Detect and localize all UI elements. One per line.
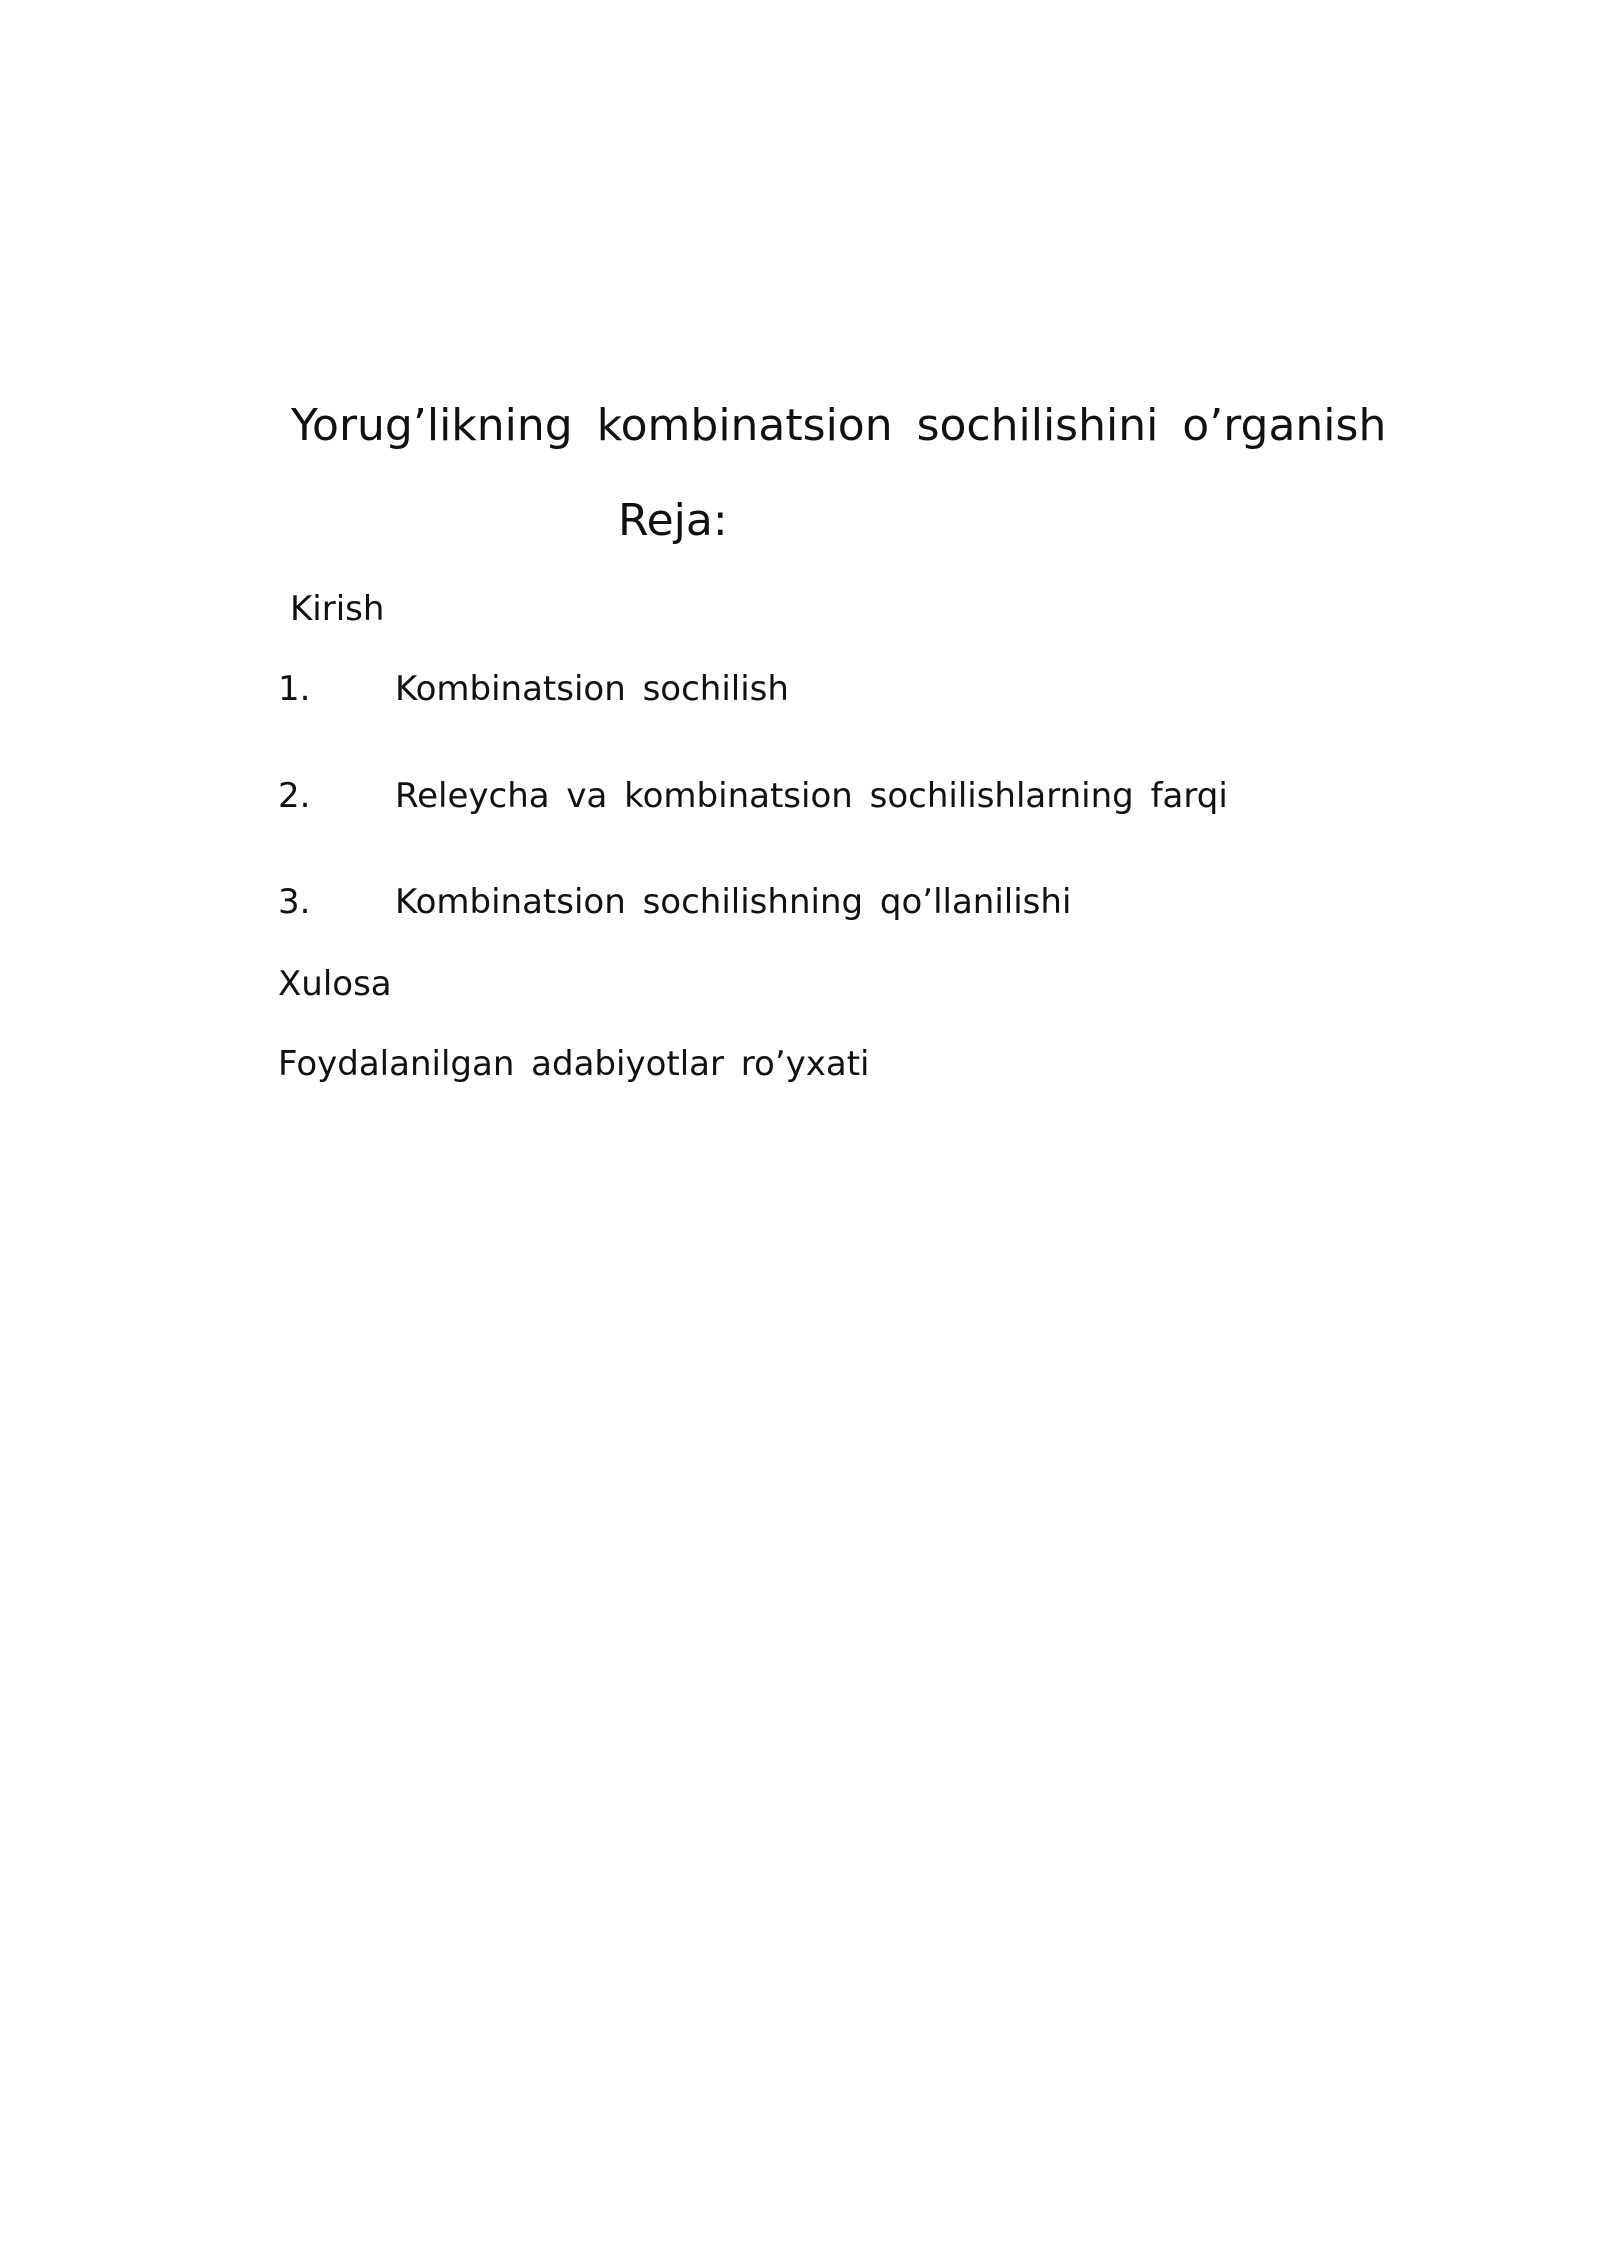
plan-heading: Reja:: [618, 495, 728, 546]
list-item-number: 1.: [278, 669, 311, 709]
list-item-number: 3.: [278, 882, 311, 922]
list-item-text: Kombinatsion sochilishning qo’llanilishi: [395, 882, 1072, 922]
list-item-text: Releycha va kombinatsion sochilishlarning farqi: [395, 776, 1228, 816]
references-item: Foydalanilgan adabiyotlar ro’yxati: [278, 1044, 870, 1084]
intro-item: Kirish: [290, 589, 385, 629]
list-item-number: 2.: [278, 776, 311, 816]
list-item-text: Kombinatsion sochilish: [395, 669, 789, 709]
conclusion-item: Xulosa: [278, 964, 392, 1004]
document-title: Yorug’likning kombinatsion sochilishini o’rganish: [291, 400, 1387, 451]
